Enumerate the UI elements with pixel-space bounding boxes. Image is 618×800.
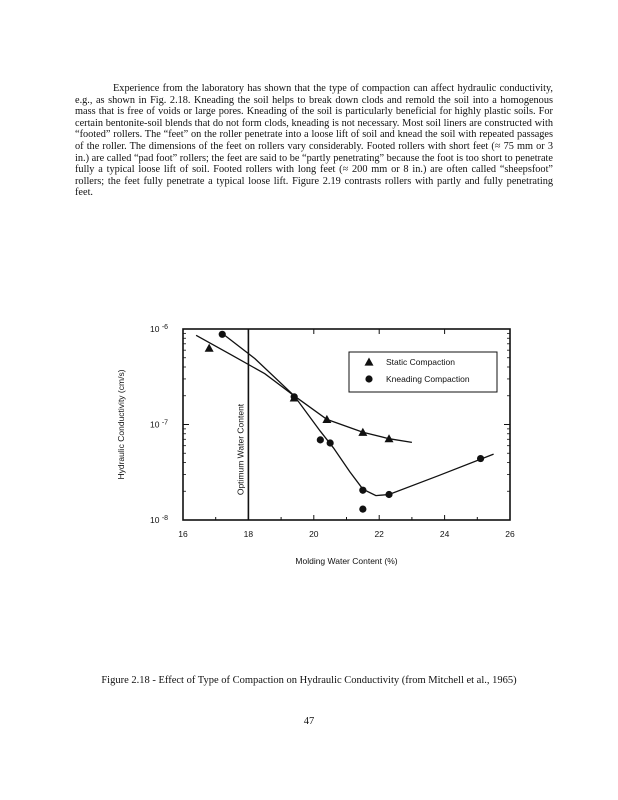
- data-point-circle: [359, 506, 366, 513]
- data-point-circle: [317, 436, 324, 443]
- data-point-circle: [385, 491, 392, 498]
- x-tick-label: 18: [243, 529, 254, 539]
- legend-label: Static Compaction: [386, 357, 455, 367]
- chart-legend: [349, 352, 497, 392]
- y-tick-label: 10 $^{-6}$: [150, 324, 169, 334]
- data-point-circle: [219, 331, 226, 338]
- x-tick-label: 20: [309, 529, 319, 539]
- figure-caption: Figure 2.18 - Effect of Type of Compaction on Hydraulic Conductivity (from Mitchell et al., 1965): [101, 675, 517, 686]
- y-tick-label: 10 $^{-8}$: [150, 515, 169, 525]
- data-point-circle: [359, 487, 366, 494]
- legend-circle-marker: [365, 375, 372, 382]
- y-axis-label: Hydraulic Conductivity (cm/s): [116, 369, 126, 480]
- x-tick-label: 24: [439, 529, 450, 539]
- legend-label: Kneading Compaction: [386, 374, 470, 384]
- data-point-triangle: [322, 415, 331, 423]
- x-tick-label: 26: [505, 529, 515, 539]
- x-tick-label: 16: [178, 529, 188, 539]
- x-axis-label: Molding Water Content (%): [295, 556, 398, 566]
- body-paragraph: Experience from the laboratory has shown that the type of compaction can affect hydraulic conductivity, e.g., as shown in Fig. 2.18. Kneading the soil helps to break down clods and remold the soil into a homogenous mass that is free of voids or large pores. Kneading of the soil is particularly beneficial for highly plastic soils. For certain bentonite-soil blends that do not form clods, kneading is not necessary. Most soil liners are constructed with “footed” rollers. The “feet” on the roller penetrate into a loose lift of soil and knead the soil with repeated passages of the roller. The dimensions of the feet on rollers vary considerably. Footed rollers with short feet (≈ 75 mm or 3 in.) are called “pad foot” rollers; the feet are said to be “partly penetrating” because the foot is too short to penetrate fully a typical loose lift of soil. Footed rollers with long feet (≈ 200 mm or 8 in.) are often called “sheepsfoot” rollers; the feet fully penetrate a typical loose lift. Figure 2.19 contrasts rollers with partly and fully penetrating feet.: [75, 83, 553, 199]
- page-number: 47: [303, 716, 315, 727]
- data-point-circle: [327, 439, 334, 446]
- data-point-circle: [291, 393, 298, 400]
- data-point-triangle: [358, 428, 367, 436]
- data-point-circle: [477, 455, 484, 462]
- x-tick-label: 22: [374, 529, 384, 539]
- y-tick-label: 10 $^{-7}$: [150, 419, 169, 430]
- reference-line-label: Optimum Water Content: [235, 403, 246, 496]
